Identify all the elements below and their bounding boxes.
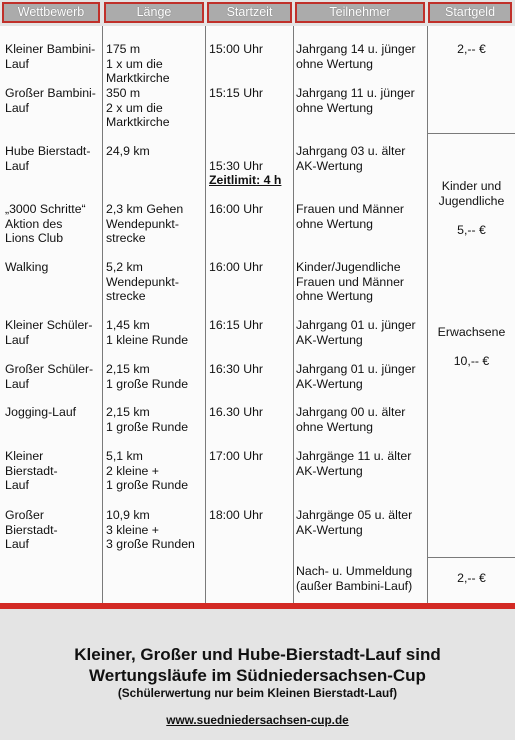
event-cell: Großer Bierstadt- Lauf: [5, 508, 58, 551]
fee-divider: [427, 133, 515, 134]
footer-note: (Schülerwertung nur beim Kleinen Bierstadt-Lauf): [117, 686, 398, 700]
participants-cell: Jahrgänge 11 u. älter AK-Wertung: [296, 449, 412, 478]
footer-title-line1: Kleiner, Großer und Hube-Bierstadt-Lauf sind: [74, 645, 441, 664]
event-cell: Jogging-Lauf: [5, 405, 77, 419]
start-cell: 18:00 Uhr: [209, 508, 264, 522]
length-cell: 5,1 km 2 kleine + 1 große Runde: [106, 449, 189, 492]
participants-cell: Nach- u. Ummeldung (außer Bambini-Lauf): [296, 564, 413, 593]
length-cell: 10,9 km 3 kleine + 3 große Runden: [106, 508, 195, 551]
event-cell: Hube Bierstadt- Lauf: [5, 144, 91, 173]
length-cell: 24,9 km: [106, 144, 150, 158]
fee-late: 2,-- €: [457, 571, 486, 585]
start-cell: 15:15 Uhr: [209, 86, 264, 100]
participants-cell: Jahrgang 14 u. jünger ohne Wertung: [296, 42, 416, 71]
fee-adults-label: Erwachsene: [437, 325, 506, 339]
start-time: 15:30 Uhr: [209, 158, 264, 173]
start-cell: 16.30 Uhr: [209, 405, 264, 419]
length-cell: 2,15 km 1 große Runde: [106, 405, 189, 434]
fee-kids-label: Kinder und Jugendliche: [438, 179, 505, 208]
event-cell: Kleiner Schüler- Lauf: [5, 318, 93, 347]
footer-title-line2: Wertungsläufe im Südniedersachsen-Cup: [89, 666, 426, 685]
length-cell: 350 m 2 x um die Marktkirche: [106, 86, 170, 129]
length-cell: 5,2 km Wendepunkt- strecke: [106, 260, 179, 303]
fee-divider: [427, 557, 515, 558]
column-divider: [427, 26, 428, 603]
start-cell: 15:00 Uhr: [209, 42, 264, 56]
length-cell: 2,3 km Gehen Wendepunkt- strecke: [106, 202, 184, 245]
start-cell: 17:00 Uhr: [209, 449, 264, 463]
length-cell: 2,15 km 1 große Runde: [106, 362, 189, 391]
event-cell: Großer Bambini- Lauf: [5, 86, 96, 115]
header-event: Wettbewerb: [2, 2, 100, 23]
event-cell: Kleiner Bambini- Lauf: [5, 42, 96, 71]
participants-cell: Jahrgang 11 u. jünger ohne Wertung: [296, 86, 415, 115]
participants-cell: Jahrgänge 05 u. älter AK-Wertung: [296, 508, 413, 537]
header-participants: Teilnehmer: [295, 2, 425, 23]
footer: [0, 609, 515, 740]
length-cell: 1,45 km 1 kleine Runde: [106, 318, 189, 347]
start-cell: 16:00 Uhr: [209, 260, 264, 274]
website-link[interactable]: www.suedniedersachsen-cup.de: [166, 713, 349, 727]
fee-kids-price: 5,-- €: [457, 223, 486, 237]
start-cell: 16:30 Uhr: [209, 362, 264, 376]
fee-bambini: 2,-- €: [457, 42, 486, 56]
event-cell: Walking: [5, 260, 49, 274]
start-cell: 16:00 Uhr: [209, 202, 264, 216]
participants-cell: Kinder/Jugendliche Frauen und Männer ohne Wertung: [296, 260, 405, 303]
participants-cell: Jahrgang 01 u. jünger AK-Wertung: [296, 318, 416, 347]
participants-cell: Jahrgang 03 u. älter AK-Wertung: [296, 144, 406, 173]
header-length: Länge: [104, 2, 204, 23]
start-cell: [209, 144, 294, 202]
fee-adults-price: 10,-- €: [453, 354, 490, 368]
start-cell: 16:15 Uhr: [209, 318, 264, 332]
time-limit-note: Zeitlimit: 4 h: [209, 173, 282, 187]
event-cell: Kleiner Bierstadt- Lauf: [5, 449, 58, 492]
length-cell: 175 m 1 x um die Marktkirche: [106, 42, 170, 85]
event-cell: „3000 Schritte“ Aktion des Lions Club: [5, 202, 86, 245]
header-start: Startzeit: [207, 2, 292, 23]
event-cell: Großer Schüler- Lauf: [5, 362, 94, 391]
column-divider: [102, 26, 103, 603]
participants-cell: Jahrgang 00 u. älter ohne Wertung: [296, 405, 406, 434]
participants-cell: Jahrgang 01 u. jünger AK-Wertung: [296, 362, 416, 391]
participants-cell: Frauen und Männer ohne Wertung: [296, 202, 405, 231]
header-fee: Startgeld: [428, 2, 512, 23]
schedule-table: [0, 26, 515, 603]
